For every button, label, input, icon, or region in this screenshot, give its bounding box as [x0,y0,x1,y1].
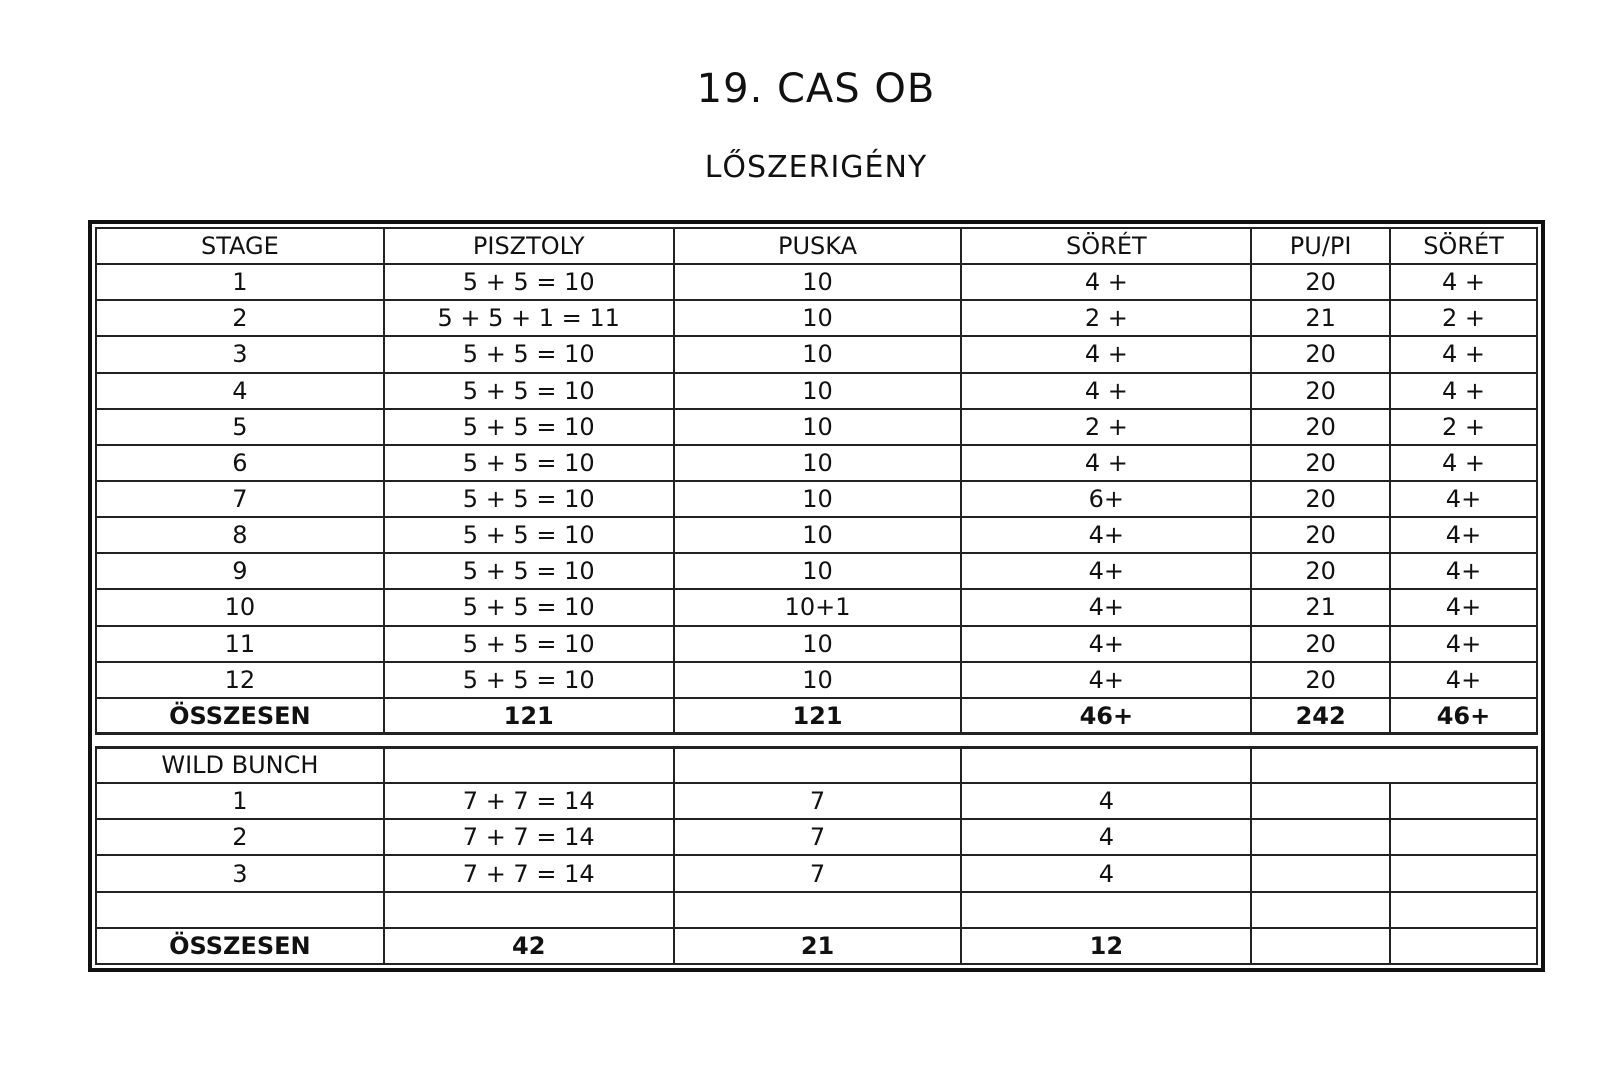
table-cell: 7 + 7 = 14 [384,855,674,891]
table-cell: 42 [384,928,674,964]
stage-row [96,445,1537,481]
table-cell: 20 [1251,626,1390,662]
table-cell [1251,783,1390,819]
table-cell: 10 [674,445,962,481]
table-cell: 2 + [1390,300,1537,336]
table-cell: STAGE [96,228,384,264]
table-cell: 6 [96,445,384,481]
stage-row [96,626,1537,662]
table-cell: SÖRÉT [1390,228,1537,264]
table-cell: 4+ [1390,626,1537,662]
table-cell [1390,855,1537,891]
table-cell: 20 [1251,553,1390,589]
table-cell: 4+ [1390,589,1537,625]
stage-row [96,373,1537,409]
table-cell: 4 + [1390,264,1537,300]
table-cell: 4 + [961,264,1251,300]
table-cell: 10 [674,481,962,517]
table-cell: 1 [96,264,384,300]
table-cell: 4+ [1390,662,1537,698]
wild-bunch-row [96,783,1537,819]
table-cell: 121 [384,698,674,734]
table-cell: 3 [96,336,384,372]
table-cell: 5 + 5 = 10 [384,264,674,300]
table-cell: 20 [1251,662,1390,698]
wild-bunch-header-row [96,747,1537,783]
table-cell: PU/PI [1251,228,1390,264]
table-cell: 7 [674,855,962,891]
table-cell: 5 + 5 + 1 = 11 [384,300,674,336]
table-cell: 5 + 5 = 10 [384,626,674,662]
table-cell: 10 [674,553,962,589]
table-cell: 20 [1251,373,1390,409]
table-cell: 7 + 7 = 14 [384,783,674,819]
divider-cell [96,734,1537,747]
table-cell: 10 [674,264,962,300]
table-cell: 20 [1251,409,1390,445]
table-cell [961,747,1251,783]
table-cell: 3 [96,855,384,891]
table-cell: 46+ [1390,698,1537,734]
table-cell: 4+ [961,517,1251,553]
table-cell: SÖRÉT [961,228,1251,264]
ammo-table [95,227,1538,965]
table-cell: 11 [96,626,384,662]
table-cell [1390,819,1537,855]
table-cell [1251,928,1390,964]
stage-row [96,553,1537,589]
table-cell: 12 [961,928,1251,964]
table-cell [1390,892,1537,928]
table-cell [1251,747,1537,783]
table-cell: 4 + [961,336,1251,372]
table-cell: 20 [1251,445,1390,481]
table-cell [384,892,674,928]
table-cell: 10 [674,662,962,698]
table-cell: 10+1 [674,589,962,625]
table-cell: 4 [96,373,384,409]
table-cell: 46+ [961,698,1251,734]
table-cell: 6+ [961,481,1251,517]
table-cell: 10 [674,336,962,372]
table-cell: 5 + 5 = 10 [384,662,674,698]
table-cell: 10 [674,409,962,445]
table-cell: 12 [96,662,384,698]
table-cell: ÖSSZESEN [96,698,384,734]
table-cell: 5 + 5 = 10 [384,336,674,372]
table-cell: 5 + 5 = 10 [384,445,674,481]
table-cell: 8 [96,517,384,553]
table-cell: 4 + [1390,445,1537,481]
table-cell: 4 [961,783,1251,819]
wild-bunch-row [96,892,1537,928]
table-cell: 2 + [961,409,1251,445]
table-cell: 2 [96,819,384,855]
table-cell: 7 + 7 = 14 [384,819,674,855]
table-cell: 4+ [1390,481,1537,517]
table-cell [96,892,384,928]
table-cell: 4 [961,855,1251,891]
table-cell: 4 [961,819,1251,855]
table-cell [1390,783,1537,819]
table-cell: 121 [674,698,962,734]
table-cell [384,747,674,783]
table-cell: 4 + [1390,373,1537,409]
table-cell: 21 [1251,300,1390,336]
section-divider [96,734,1537,747]
table-cell: 20 [1251,264,1390,300]
table-cell [1390,928,1537,964]
table-cell: 4+ [961,626,1251,662]
wild-bunch-row [96,855,1537,891]
table-cell: 4 + [961,445,1251,481]
table-cell: 5 + 5 = 10 [384,481,674,517]
table-cell: 20 [1251,517,1390,553]
table-cell: 5 + 5 = 10 [384,517,674,553]
wild-bunch-label: WILD BUNCH [96,747,384,783]
total-row [96,698,1537,734]
table-cell: 21 [1251,589,1390,625]
table-cell [961,892,1251,928]
table-cell [674,747,962,783]
table-cell: 9 [96,553,384,589]
header-row [96,228,1537,264]
table-cell: 2 [96,300,384,336]
table-cell: 2 + [961,300,1251,336]
table-cell: 4+ [961,553,1251,589]
table-cell: 2 + [1390,409,1537,445]
table-cell: ÖSSZESEN [96,928,384,964]
table-cell: 4 + [961,373,1251,409]
table-cell [674,892,962,928]
table-cell: 5 [96,409,384,445]
table-cell: 7 [96,481,384,517]
table-cell: 10 [96,589,384,625]
table-cell: 4+ [1390,553,1537,589]
table-cell: 4+ [1390,517,1537,553]
table-cell: PISZTOLY [384,228,674,264]
table-cell: 4 + [1390,336,1537,372]
stage-row [96,662,1537,698]
table-cell: 10 [674,300,962,336]
stage-row [96,517,1537,553]
wild-bunch-total-row [96,928,1537,964]
stage-row [96,409,1537,445]
table-cell [1251,819,1390,855]
table-cell: 10 [674,626,962,662]
table-cell: 20 [1251,481,1390,517]
stage-row [96,300,1537,336]
table-cell: 242 [1251,698,1390,734]
table-cell: 5 + 5 = 10 [384,589,674,625]
table-cell [1251,855,1390,891]
table-cell: PUSKA [674,228,962,264]
stage-row [96,336,1537,372]
table-cell: 7 [674,783,962,819]
stage-row [96,589,1537,625]
table-cell: 21 [674,928,962,964]
page-subtitle: LŐSZERIGÉNY [704,150,928,185]
ammo-table-frame [88,220,1545,972]
wild-bunch-row [96,819,1537,855]
page-title: 19. CAS OB [696,66,936,112]
table-cell: 10 [674,373,962,409]
table-cell: 4+ [961,589,1251,625]
stage-row [96,264,1537,300]
stage-row [96,481,1537,517]
table-cell: 5 + 5 = 10 [384,409,674,445]
table-cell: 10 [674,517,962,553]
table-cell [1251,892,1390,928]
table-cell: 4+ [961,662,1251,698]
table-cell: 20 [1251,336,1390,372]
table-cell: 5 + 5 = 10 [384,373,674,409]
table-cell: 1 [96,783,384,819]
table-cell: 7 [674,819,962,855]
table-cell: 5 + 5 = 10 [384,553,674,589]
